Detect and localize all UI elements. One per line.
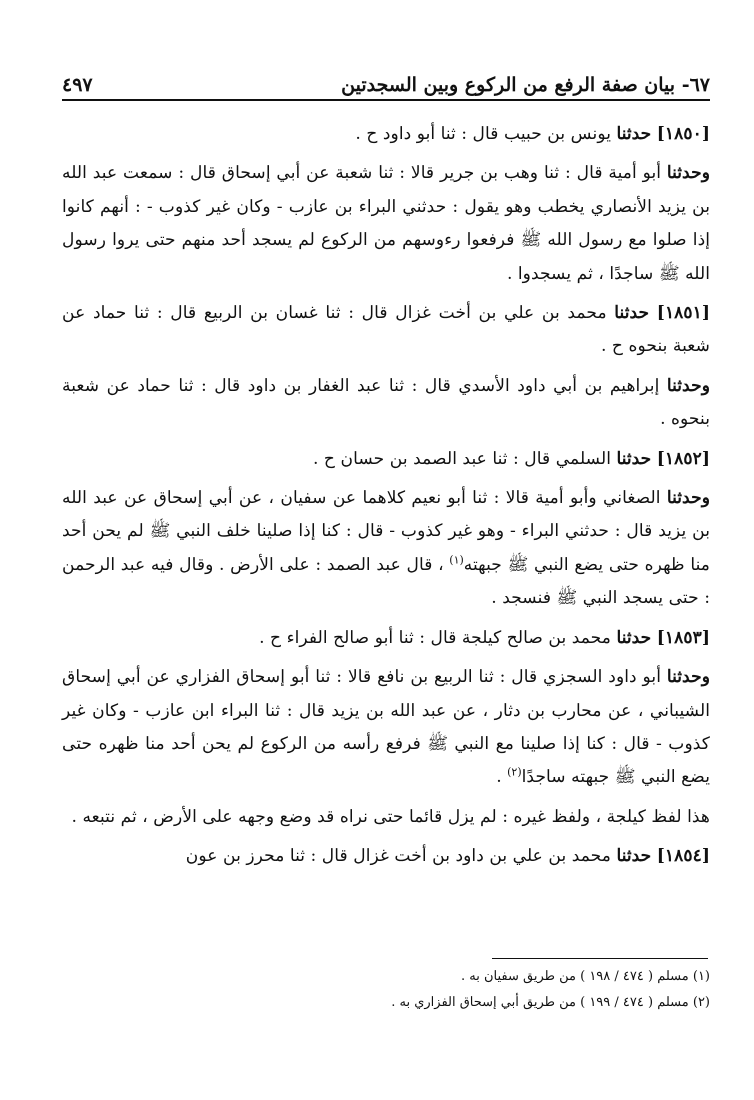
- paragraph-text: محمد بن علي بن أخت غزال قال : ثنا غسان بن الربيع قال : ثنا حماد عن شعبة بنحوه ح .: [62, 303, 710, 357]
- hadith-paragraph: [62, 840, 710, 873]
- lead-word: حدثنا: [616, 124, 652, 144]
- paragraph-text: أبو أمية قال : ثنا وهب بن جرير قالا : ثنا شعبة عن أبي إسحاق قال : سمعت عبد الله بن يزيد الأنصاري يخطب وهو يقول : حدثني البراء بن عازب - وكان غير كذوب - : أنهم كانوا إذا صلوا مع رسول الله ﷺ فرفعوا رءوسهم من الركوع لم يسجد أحد منهم حتى يروا رسول الله ﷺ ساجدًا ، ثم يسجدوا .: [62, 163, 710, 284]
- footnote-marker: (٢): [507, 765, 522, 779]
- lead-word: حدثنا: [614, 303, 650, 324]
- hadith-number: [١٨٥٣]: [656, 627, 710, 648]
- paragraph-text: محمد بن علي بن داود بن أخت غزال قال : ثنا محرز بن عون: [185, 846, 617, 867]
- footnote-marker: (١): [449, 553, 464, 567]
- running-header: [62, 66, 710, 96]
- hadith-paragraph: [62, 297, 710, 364]
- lead-word: حدثنا: [616, 627, 652, 648]
- paragraph-tail: ، قال عبد الصمد : على الأرض . وقال فيه عبد الرحمن : حتى يسجد النبي ﷺ فنسجد .: [62, 554, 710, 609]
- paragraph-text: يونس بن حبيب قال : ثنا أبو داود ح .: [355, 124, 617, 144]
- hadith-paragraph: [62, 370, 710, 437]
- hadith-number: [١٨٥٠]: [656, 124, 710, 144]
- page-number: ٤٩٧: [62, 74, 93, 96]
- chapter-title: ٦٧- بيان صفة الرفع من الركوع وبين السجدتين: [341, 74, 710, 96]
- footnote: (١) مسلم ( ٤٧٤ / ١٩٨ ) من طريق سفيان به .: [460, 969, 710, 984]
- lead-word: وحدثنا: [666, 488, 710, 509]
- hadith-paragraph: [62, 622, 710, 655]
- hadith-paragraph: [62, 443, 710, 476]
- hadith-paragraph: [62, 157, 710, 291]
- lead-word: وحدثنا: [666, 163, 710, 184]
- hadith-number: [١٨٥٤]: [656, 846, 710, 867]
- commentary-paragraph: [62, 801, 710, 834]
- paragraph-text: محمد بن صالح كيلجة قال : ثنا أبو صالح الفراء ح .: [259, 627, 617, 648]
- hadith-number: [١٨٥٢]: [656, 448, 710, 469]
- paragraph-text: السلمي قال : ثنا عبد الصمد بن حسان ح .: [313, 448, 617, 469]
- hadith-paragraph: [62, 118, 710, 151]
- main-text: [62, 118, 710, 880]
- header-rule: [62, 99, 710, 101]
- paragraph-text: الصغاني وأبو أمية قالا : ثنا أبو نعيم كلاهما عن سفيان ، عن أبي إسحاق عن عبد الله بن يزيد قال : حدثني البراء - وهو غير كذوب - قال : كنا إذا صلينا خلف النبي ﷺ لم يحن أحد منا ظهره حتى يضع النبي ﷺ جبهته: [62, 488, 710, 575]
- paragraph-text: هذا لفظ كيلجة ، ولفظ غيره : لم يزل قائما حتى نراه قد وضع وجهه على الأرض ، ثم نتبعه .: [71, 806, 710, 827]
- paragraph-tail: .: [496, 767, 508, 788]
- paragraph-text: إبراهيم بن أبي داود الأسدي قال : ثنا عبد الغفار بن داود قال : ثنا حماد عن شعبة بنحوه .: [62, 375, 710, 430]
- lead-word: حدثنا: [616, 846, 652, 867]
- hadith-paragraph: [62, 661, 710, 795]
- footnotes: [62, 964, 710, 1016]
- hadith-paragraph: [62, 482, 710, 616]
- footnote: (٢) مسلم ( ٤٧٤ / ١٩٩ ) من طريق أبي إسحاق الفزاري به .: [391, 995, 710, 1010]
- footnote-rule: [492, 958, 708, 959]
- paragraph-text: أبو داود السجزي قال : ثنا الربيع بن نافع قالا : ثنا أبو إسحاق الفزاري عن أبي إسحاق الشيباني ، عن محارب بن دثار ، عن عبد الله بن يزيد قال : ثنا البراء ابن عازب - وكان غير كذوب - قال : كنا إذا صلينا مع النبي ﷺ فرفع رأسه من الركوع لم يحن أحد منا ظهره حتى يضع النبي ﷺ جبهته ساجدًا: [62, 667, 710, 788]
- lead-word: حدثنا: [616, 448, 652, 469]
- hadith-number: [١٨٥١]: [656, 303, 711, 324]
- lead-word: وحدثنا: [666, 375, 710, 396]
- lead-word: وحدثنا: [666, 667, 710, 688]
